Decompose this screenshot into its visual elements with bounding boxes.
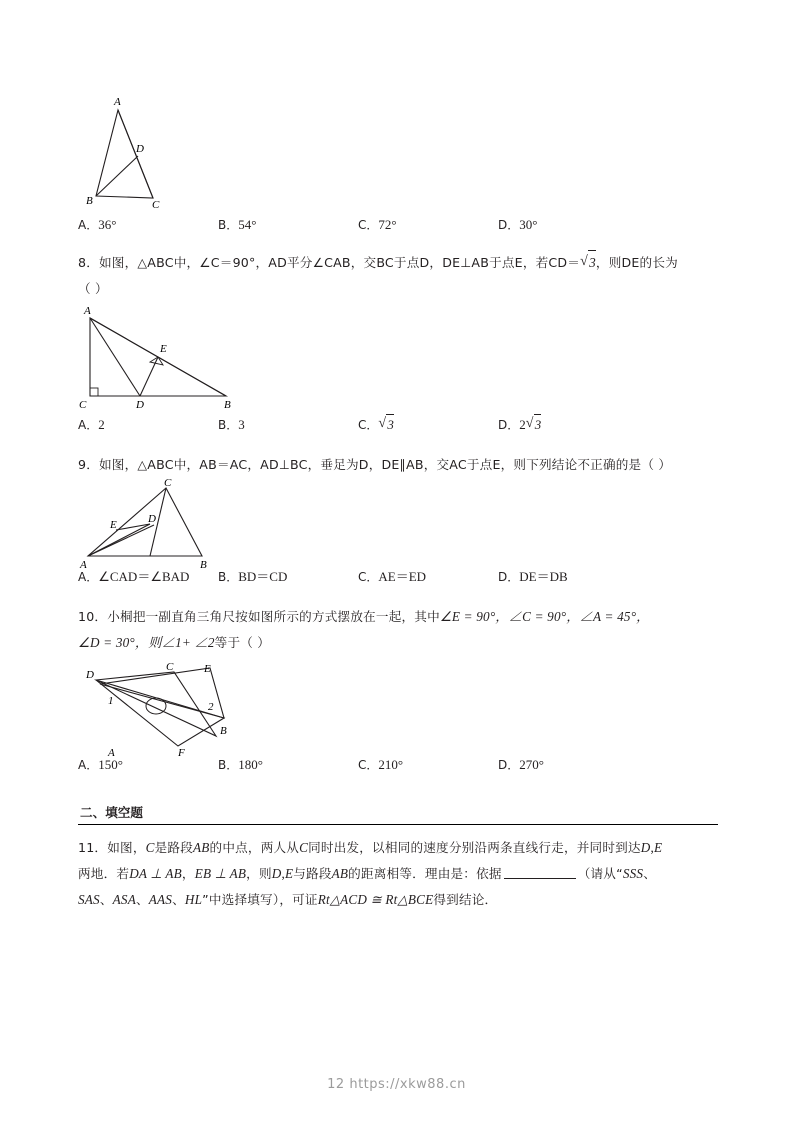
svg-text:C: C [152, 199, 160, 211]
q8-choice-d[interactable]: D．2 √ 3 [498, 414, 541, 436]
q7-choice-a[interactable]: A．36° [78, 217, 117, 232]
svg-text:A: A [80, 559, 87, 570]
q8-choice-c[interactable]: C． √ 3 [358, 414, 498, 436]
q8-choices [78, 414, 718, 436]
q10-text-a: 小桐把一副直角三角尺按如图所示的方式摆放在一起，其中 [107, 609, 440, 624]
svg-text:E: E [110, 519, 117, 531]
q10-choice-b[interactable]: B．180° [218, 757, 263, 772]
svg-text:F: F [178, 747, 185, 759]
q9-choice-c[interactable]: C．AE＝ED [358, 569, 427, 584]
svg-text:E: E [204, 663, 211, 675]
q11-answer-blank[interactable] [504, 865, 576, 879]
document-content [78, 88, 718, 913]
svg-text:D: D [148, 513, 156, 525]
q11-line2: 两地．若DA ⊥ AB，EB ⊥ AB，则D,E与路段AB的距离相等．理由是：依据 （请从“SSS、 [78, 866, 656, 881]
q7-choice-b[interactable]: B．54° [218, 217, 257, 232]
q7-choice-d[interactable]: D．30° [498, 217, 538, 232]
svg-text:B: B [220, 725, 227, 737]
q11-line1: 11．如图，C是路段AB的中点，两人从C同时出发，以相同的速度分别沿两条直线行走，并同时到达D,E [78, 840, 663, 855]
svg-text:D: D [86, 669, 94, 681]
svg-text:C: C [164, 478, 172, 489]
q10-number: 10． [78, 609, 108, 624]
q8-choice-c-sqrt: √ 3 [378, 414, 394, 436]
q10-choice-d[interactable]: D．270° [498, 757, 544, 772]
section-heading-fill-in-blank: 二、填空题 [78, 802, 718, 825]
svg-text:E: E [160, 343, 167, 355]
q8-text-a: 如图，△ABC中，∠C＝90°，AD平分∠CAB，交BC于点D，DE⊥AB于点E，若CD＝ [99, 255, 581, 270]
q9-triangle-svg [78, 478, 298, 570]
svg-text:1: 1 [108, 695, 114, 707]
q9-number: 9． [78, 457, 100, 472]
q7-triangle-svg [78, 88, 278, 220]
q10-choice-c[interactable]: C．210° [358, 757, 404, 772]
q10-stem-line1 [78, 604, 718, 630]
q8-text-b: ，则DE的长为 [595, 255, 678, 270]
q8-choice-d-sqrt: √ 3 [526, 414, 542, 436]
q8-paren: （ ） [78, 281, 108, 296]
svg-text:C: C [166, 662, 174, 673]
q10-text-e: 等于（ ） [214, 635, 271, 650]
q8-choice-b[interactable]: B．3 [218, 417, 245, 432]
q8-number: 8． [78, 255, 100, 270]
svg-text:D: D [136, 143, 144, 155]
footer-text: 12 https://xkw88.cn [327, 1077, 466, 1092]
svg-text:B: B [200, 559, 207, 570]
q8-triangle-svg [78, 304, 318, 416]
svg-text:C: C [79, 399, 87, 411]
svg-text:2: 2 [208, 701, 214, 713]
q9-text: 如图，△ABC中，AB＝AC，AD⊥BC，垂足为D，DE∥AB，交AC于点E，则下列结论不正确的是（ ） [99, 457, 672, 472]
q11-line3: SAS、ASA、AAS、HL”中选择填写），可证Rt△ACD ≅ Rt△BCE得到结论． [78, 892, 498, 907]
q10-text-b: ∠E = 90°，∠C = 90°，∠A = 45°， [439, 609, 650, 624]
q10-choice-a[interactable]: A．150° [78, 757, 123, 772]
q9-stem [78, 452, 718, 478]
q10-rulers-svg [78, 662, 338, 760]
q10-text-c: ∠D = 30°，则 [78, 635, 162, 650]
q10-text-d: ∠1+ ∠2 [161, 635, 215, 650]
q10-figure [78, 662, 718, 760]
q11-number: 11． [78, 840, 108, 855]
q9-choice-b[interactable]: B．BD＝CD [218, 569, 288, 584]
q9-figure [78, 478, 718, 570]
q8-stem [78, 250, 718, 276]
q7-choice-c[interactable]: C．72° [358, 217, 397, 232]
svg-text:D: D [136, 399, 144, 411]
svg-text:A: A [114, 96, 121, 108]
svg-text:A: A [84, 305, 91, 317]
q8-figure [78, 304, 718, 416]
svg-text:B: B [86, 195, 93, 207]
q7-figure [78, 88, 718, 220]
q9-choice-d[interactable]: D．DE＝DB [498, 569, 568, 584]
q10-stem-line2 [78, 630, 718, 656]
page-footer [0, 1077, 793, 1092]
svg-text:B: B [224, 399, 231, 411]
q8-sqrt: √ 3 [580, 250, 596, 276]
q8-choice-a[interactable]: A．2 [78, 417, 105, 432]
svg-text:A: A [108, 747, 115, 759]
q9-choice-a[interactable]: A．∠CAD＝∠BAD [78, 569, 190, 584]
